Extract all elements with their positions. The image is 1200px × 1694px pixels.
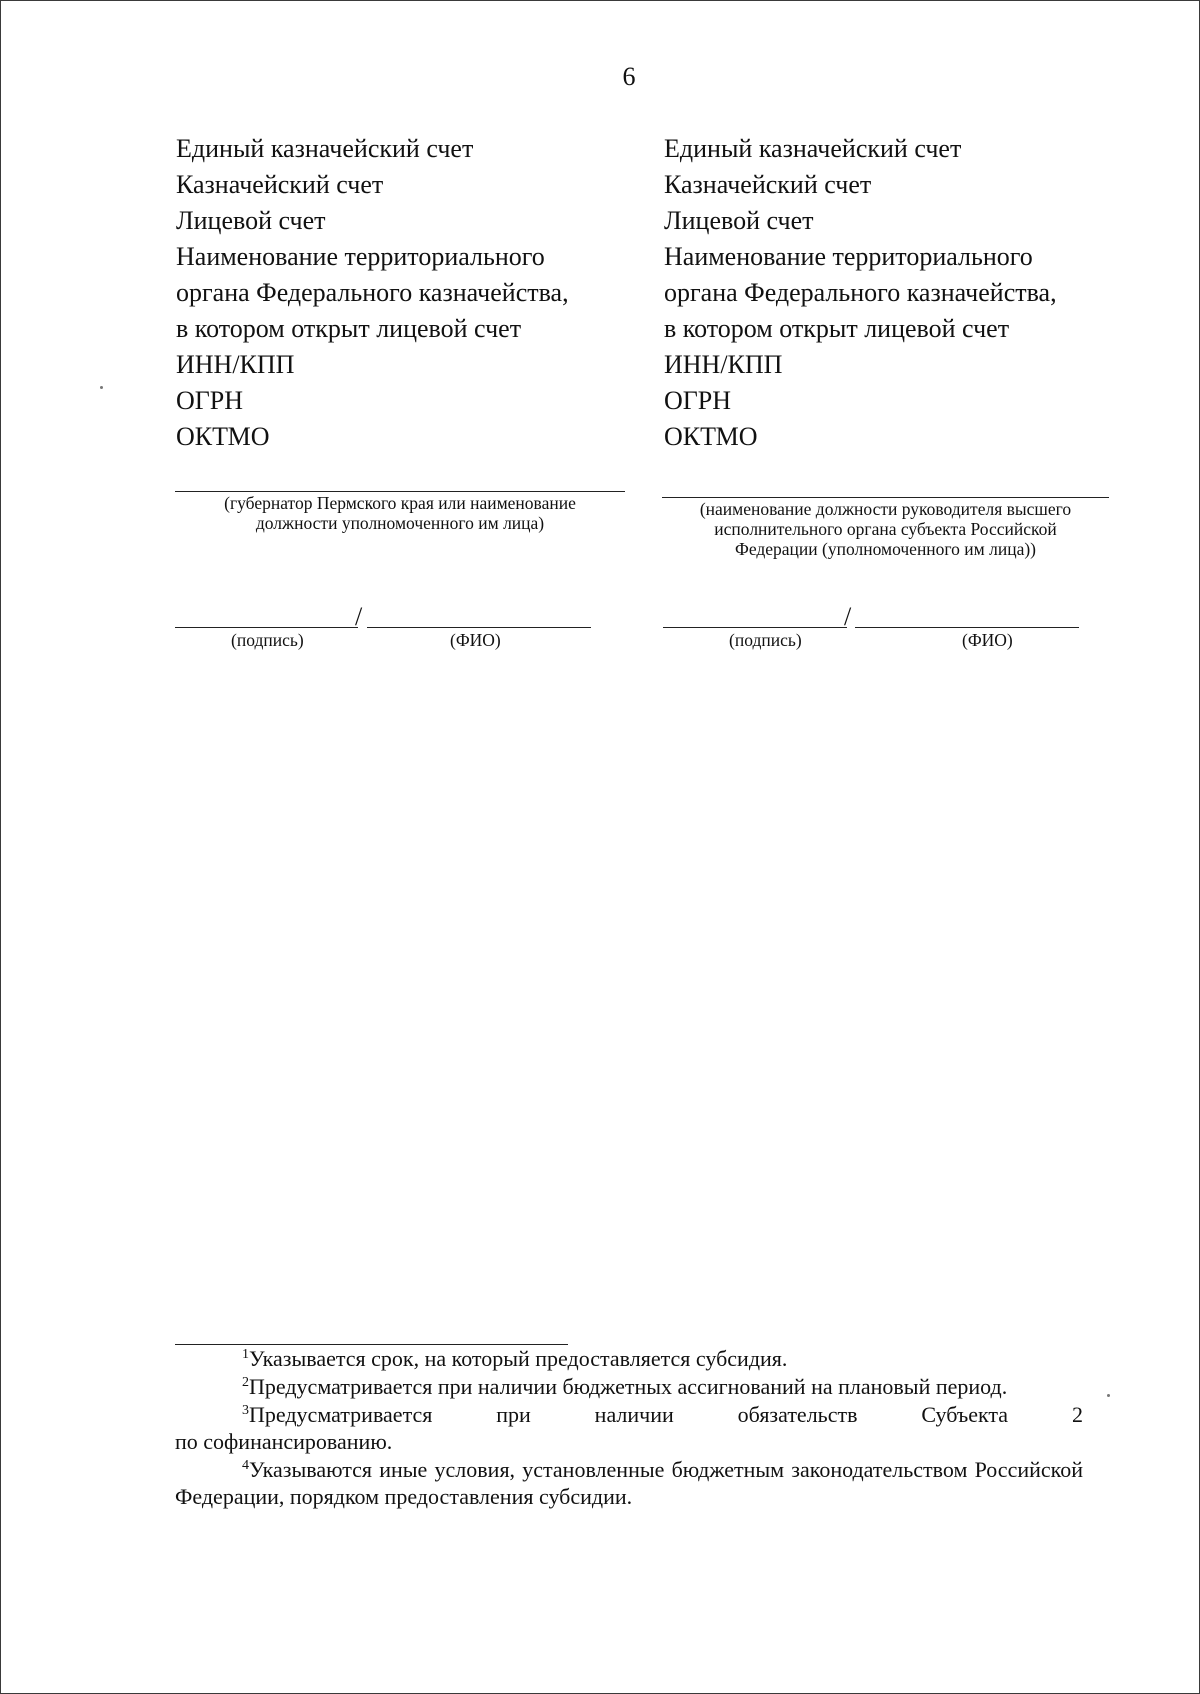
footnote-word: обязательств bbox=[737, 1402, 858, 1427]
treasury-body-name-label-line2: органа Федерального казначейства, bbox=[176, 278, 569, 307]
position-caption-line: (наименование должности руководителя высшего bbox=[699, 499, 1072, 519]
footnote-text: Указывается срок, на который предоставляется субсидия. bbox=[249, 1346, 788, 1371]
name-blank-line bbox=[855, 627, 1079, 628]
ogrn-label: ОГРН bbox=[664, 386, 732, 415]
treasury-body-name-label-line1: Наименование территориального bbox=[664, 242, 1033, 271]
position-blank-line bbox=[662, 497, 1109, 498]
inn-kpp-label: ИНН/КПП bbox=[664, 350, 783, 379]
name-blank-line bbox=[367, 627, 591, 628]
treasury-body-name-label-line3: в котором открыт лицевой счет bbox=[664, 314, 1010, 343]
ogrn-label: ОГРН bbox=[176, 386, 244, 415]
signature-blank-line bbox=[663, 627, 847, 628]
signature-label: (подпись) bbox=[729, 630, 802, 650]
footnote-continuation: по софинансированию. bbox=[175, 1429, 393, 1454]
footnote-word: при bbox=[496, 1402, 531, 1427]
signature-label: (подпись) bbox=[231, 630, 304, 650]
position-caption-line: (губернатор Пермского края или наименование bbox=[224, 493, 576, 513]
footnote-1 bbox=[175, 1345, 1083, 1372]
position-caption-line: исполнительного органа субъекта Российской bbox=[714, 519, 1057, 539]
scan-speck bbox=[100, 386, 103, 389]
position-blank-line bbox=[175, 491, 625, 492]
footnote-text: Предусматривается при наличии бюджетных ассигнований на плановый период. bbox=[249, 1374, 1008, 1399]
footnote-text-word bbox=[242, 1401, 432, 1428]
right-requisites-column bbox=[664, 131, 1124, 455]
right-signature-row bbox=[663, 604, 1079, 652]
footnote-text: Указываются иные условия, установленные бюджетным законодательством Российской Федерации, порядком предоставления субсидии. bbox=[175, 1457, 1083, 1509]
single-treasury-account-label: Единый казначейский счет bbox=[176, 134, 474, 163]
treasury-account-label: Казначейский счет bbox=[176, 170, 384, 199]
footnote-marker: 2 bbox=[242, 1375, 249, 1390]
oktmo-label: ОКТМО bbox=[664, 422, 758, 451]
footnote-marker: 1 bbox=[242, 1347, 249, 1362]
treasury-body-name-label-line1: Наименование территориального bbox=[176, 242, 545, 271]
footnote-4 bbox=[175, 1456, 1083, 1510]
scan-speck bbox=[1107, 1394, 1110, 1397]
footnote-marker: 3 bbox=[242, 1403, 249, 1418]
signature-blank-line bbox=[175, 627, 358, 628]
footnote-word: 2 bbox=[1071, 1402, 1083, 1427]
oktmo-label: ОКТМО bbox=[176, 422, 270, 451]
footnote-word: Предусматривается bbox=[249, 1402, 433, 1427]
left-position-block bbox=[175, 491, 625, 533]
position-caption bbox=[662, 499, 1109, 559]
name-label: (ФИО) bbox=[450, 630, 501, 650]
left-signature-row bbox=[175, 604, 591, 652]
position-caption-line: должности уполномоченного им лица) bbox=[255, 513, 545, 533]
signature-slash: / bbox=[844, 602, 852, 631]
footnote-word: Субъекта bbox=[921, 1402, 1009, 1427]
position-caption bbox=[175, 493, 625, 533]
treasury-body-name-label-line3: в котором открыт лицевой счет bbox=[176, 314, 522, 343]
footnote-3 bbox=[175, 1401, 1083, 1455]
treasury-body-name-label-line2: органа Федерального казначейства, bbox=[664, 278, 1057, 307]
footnote-word: наличии bbox=[594, 1402, 674, 1427]
signature-slash: / bbox=[355, 602, 363, 631]
treasury-account-label: Казначейский счет bbox=[664, 170, 872, 199]
personal-account-label: Лицевой счет bbox=[664, 206, 814, 235]
single-treasury-account-label: Единый казначейский счет bbox=[664, 134, 962, 163]
page-number: 6 bbox=[622, 62, 636, 91]
left-requisites-column bbox=[176, 131, 636, 455]
personal-account-label: Лицевой счет bbox=[176, 206, 326, 235]
inn-kpp-label: ИНН/КПП bbox=[176, 350, 295, 379]
footnotes bbox=[175, 1345, 1083, 1511]
name-label: (ФИО) bbox=[962, 630, 1013, 650]
right-position-block bbox=[662, 497, 1109, 559]
footnote-2 bbox=[175, 1373, 1083, 1400]
position-caption-line: Федерации (уполномоченного им лица)) bbox=[735, 539, 1036, 559]
footnote-marker: 4 bbox=[242, 1458, 249, 1473]
